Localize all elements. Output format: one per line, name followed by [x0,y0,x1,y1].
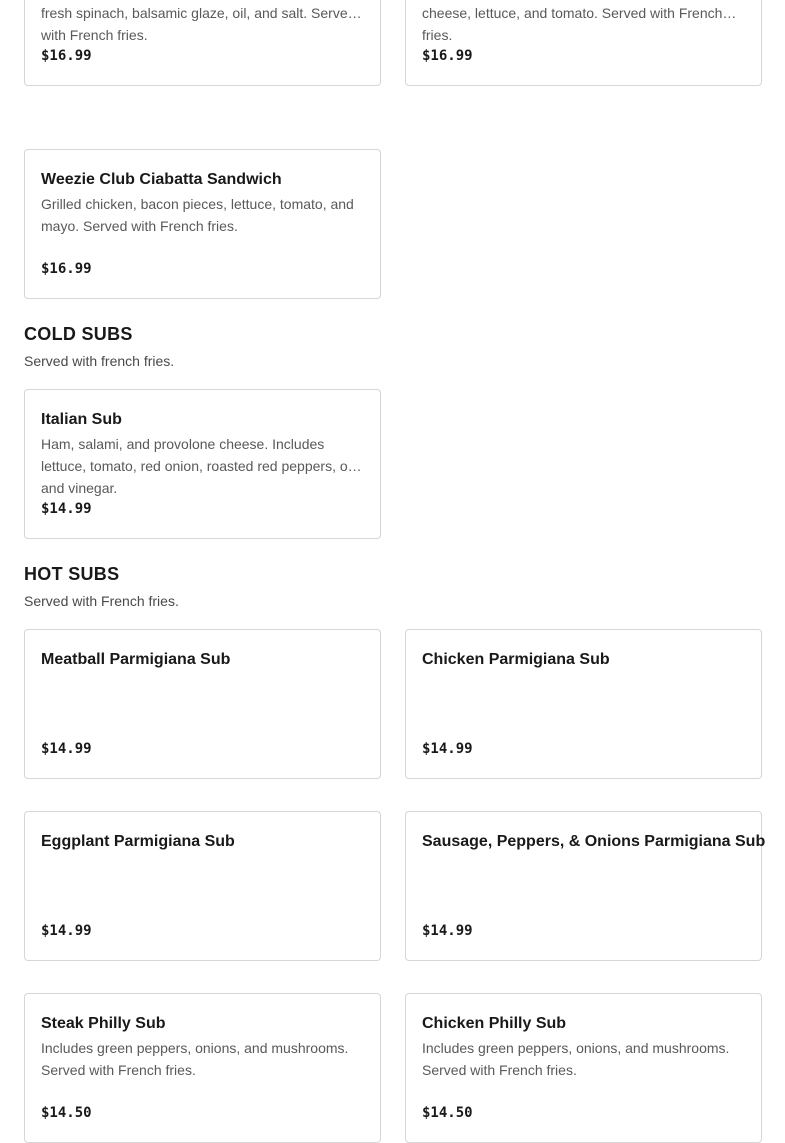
menu-item-description: Includes green peppers, onions, and mushrooms. Served with French fries. [41,1040,349,1078]
menu-item-card[interactable] [24,0,381,86]
menu-item-description: Includes green peppers, onions, and mushrooms. Served with French fries. [422,1040,730,1078]
menu-item-card[interactable] [405,811,766,961]
menu-item-name: Chicken Parmigiana Sub [422,651,610,668]
menu-item-card[interactable] [24,993,381,1143]
menu-item-name: Eggplant Parmigiana Sub [41,833,235,850]
section-title-cold-subs: COLD SUBS [24,324,133,344]
menu-item-description: Ham, salami, and provolone cheese. Includes lettuce, tomato, red onion, roasted red peppers, oil, and vinegar. [41,436,358,496]
menu-item-card[interactable] [24,629,381,779]
menu-item-card[interactable] [405,0,762,86]
menu-item-name: Sausage, Peppers, & Onions Parmigiana Sub [422,833,766,850]
menu-item-price: $14.99 [422,741,473,757]
menu-item-card[interactable] [24,149,381,299]
menu-item-price: $14.50 [422,1105,473,1121]
menu-item-description: Grilled chicken, bacon pieces, lettuce, tomato, and mayo. Served with French fries. [41,196,354,234]
menu-item-card[interactable] [405,993,762,1143]
menu-item-name: Chicken Philly Sub [422,1015,567,1032]
menu-item-price: $14.99 [41,501,92,517]
menu-item-card[interactable] [405,629,762,779]
menu-item-price: $16.99 [41,48,92,64]
menu-item-price: $14.99 [41,923,92,939]
menu-item-price: $14.99 [41,741,92,757]
section-subtitle-cold-subs: Served with french fries. [24,353,175,369]
menu-item-card[interactable] [24,389,381,539]
menu-item-price: $14.99 [422,923,473,939]
menu-item-description: cheese, lettuce, and tomato. Served with French fries. [422,5,723,43]
menu-item-description: fresh spinach, balsamic glaze, oil, and salt. Served with French fries. [41,5,356,43]
menu-item-price: $16.99 [41,261,92,277]
menu-item-name: Italian Sub [41,411,122,428]
menu-item-name: Steak Philly Sub [41,1015,166,1032]
section-subtitle-hot-subs: Served with French fries. [24,593,179,609]
menu-item-card[interactable] [24,811,381,961]
menu-item-name: Meatball Parmigiana Sub [41,651,231,668]
menu-item-price: $14.50 [41,1105,92,1121]
menu-item-name: Weezie Club Ciabatta Sandwich [41,171,282,188]
section-title-hot-subs: HOT SUBS [24,564,120,584]
menu-item-price: $16.99 [422,48,473,64]
